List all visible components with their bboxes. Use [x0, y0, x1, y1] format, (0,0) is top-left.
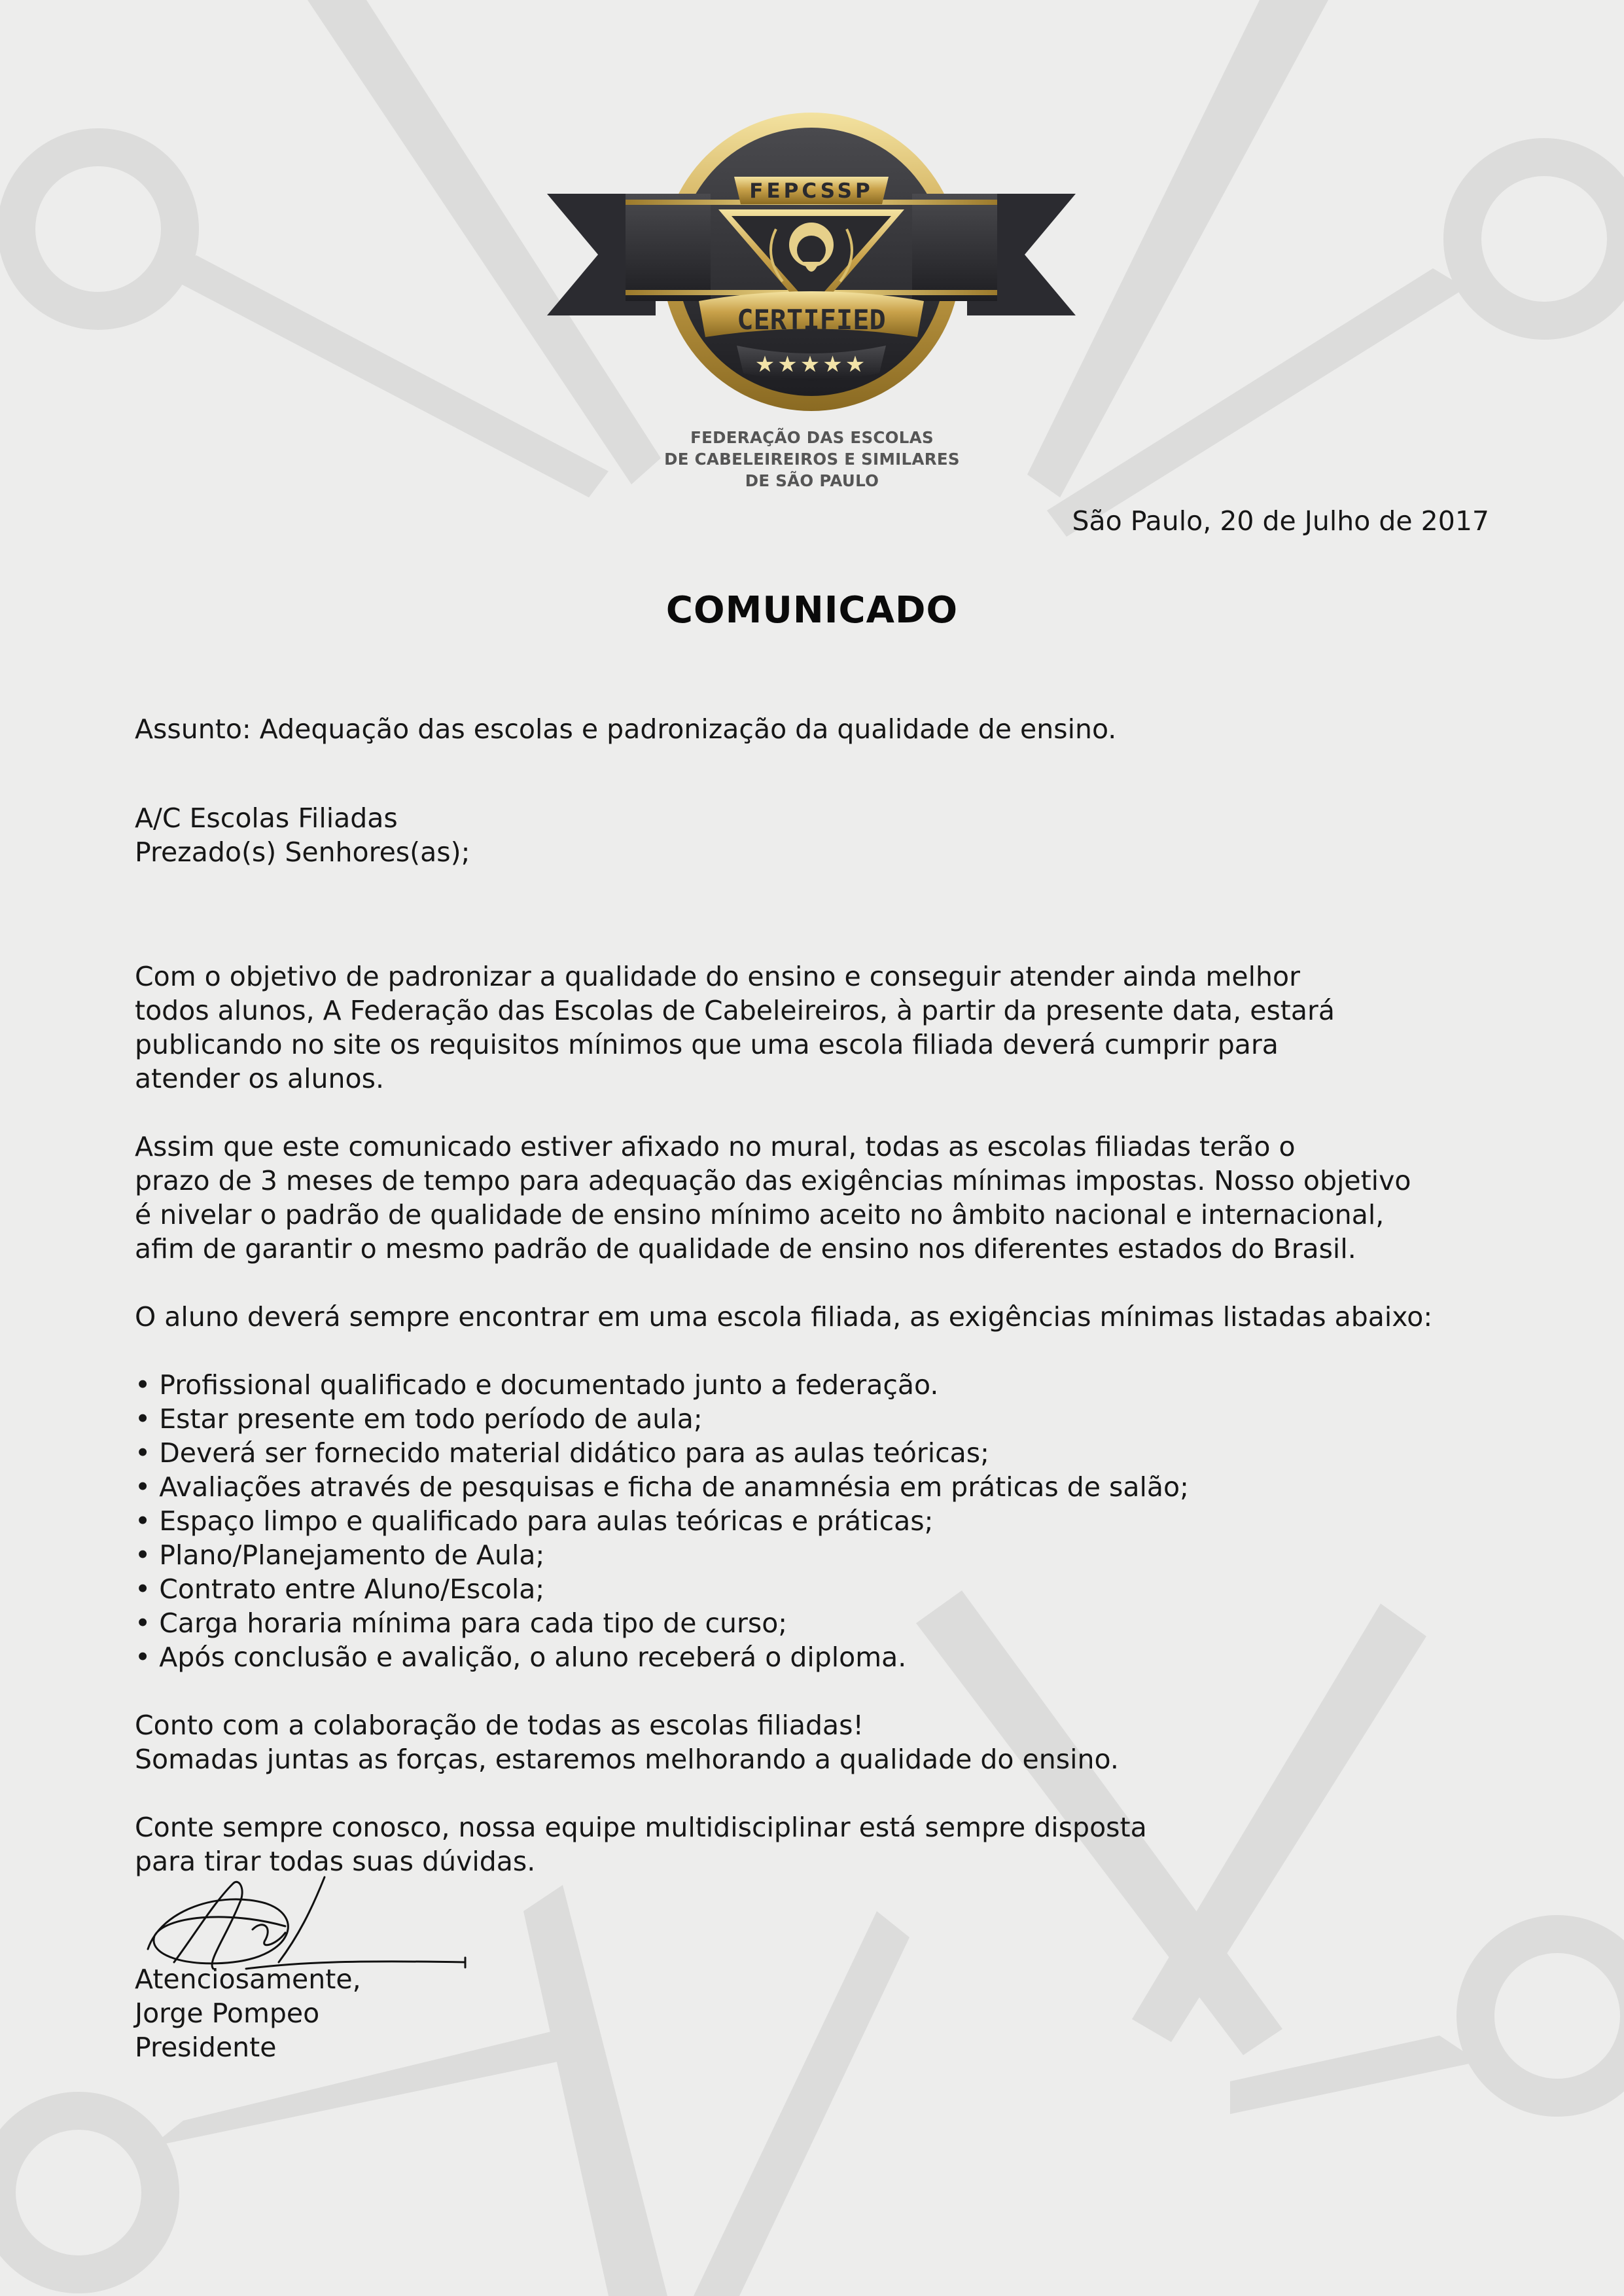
paragraph-1: [135, 960, 1496, 1096]
emblem-acronym: FEPCSSP: [749, 179, 874, 203]
salutation: Prezado(s) Senhores(as);: [135, 836, 470, 868]
paragraph-2: [135, 1130, 1496, 1266]
paragraph-line: Assim que este comunicado estiver afixado no mural, todas as escolas filiadas terão o: [135, 1131, 1296, 1162]
emblem-certified-label: CERTIFIED: [737, 304, 886, 336]
list-item: • Profissional qualificado e documentado junto a federação.: [135, 1369, 939, 1401]
list-item: • Avaliações através de pesquisas e ficha de anamnésia em práticas de salão;: [135, 1471, 1189, 1503]
paragraph-line: publicando no site os requisitos mínimos que uma escola filiada deverá cumprir para: [135, 1029, 1279, 1060]
organization-name-line-2: DE CABELEIREIROS E SIMILARES: [664, 450, 960, 469]
list-item: • Estar presente em todo período de aula;: [135, 1403, 703, 1435]
paragraph-line: para tirar todas suas dúvidas.: [135, 1846, 536, 1877]
fepcssp-certified-emblem: [547, 105, 1076, 432]
paragraph-3: O aluno deverá sempre encontrar em uma escola filiada, as exigências mínimas listadas abaixo:: [135, 1301, 1433, 1333]
organization-name: [616, 427, 1008, 492]
requirements-list: [135, 1368, 1496, 1674]
paragraph-line: Conto com a colaboração de todas as escolas filiadas!: [135, 1710, 864, 1741]
signer-title: Presidente: [135, 2032, 277, 2063]
letter-body: [135, 712, 1496, 2064]
list-item: • Espaço limpo e qualificado para aulas teóricas e práticas;: [135, 1505, 934, 1537]
letter-date: São Paulo, 20 de Julho de 2017: [1072, 505, 1489, 537]
organization-name-line-1: FEDERAÇÃO DAS ESCOLAS: [690, 428, 934, 447]
signoff: Atenciosamente,: [135, 1964, 361, 1995]
list-item: • Contrato entre Aluno/Escola;: [135, 1573, 545, 1605]
list-item: • Após conclusão e avalição, o aluno receberá o diploma.: [135, 1641, 907, 1673]
subject-line: Assunto: Adequação das escolas e padronização da qualidade de ensino.: [135, 713, 1117, 745]
paragraph-line: é nivelar o padrão de qualidade de ensino mínimo aceito no âmbito nacional e internacional,: [135, 1199, 1385, 1230]
letter-title: COMUNICADO: [665, 589, 959, 632]
closing-paragraph-1: [135, 1708, 1496, 1776]
paragraph-line: Somadas juntas as forças, estaremos melhorando a qualidade do ensino.: [135, 1744, 1119, 1775]
attention-line: A/C Escolas Filiadas: [135, 802, 398, 834]
paragraph-line: Conte sempre conosco, nossa equipe multidisciplinar está sempre disposta: [135, 1812, 1147, 1843]
paragraph-line: todos alunos, A Federação das Escolas de Cabeleireiros, à partir da presente data, estará: [135, 995, 1335, 1026]
paragraph-line: Com o objetivo de padronizar a qualidade do ensino e conseguir atender ainda melhor: [135, 961, 1300, 992]
handwritten-signature: [135, 1864, 475, 2001]
signer-name: Jorge Pompeo: [135, 1998, 320, 2029]
emblem-stars: ★★★★★: [754, 351, 868, 378]
organization-name-line-3: DE SÃO PAULO: [745, 471, 879, 490]
paragraph-line: atender os alunos.: [135, 1063, 384, 1094]
list-item: • Deverá ser fornecido material didático para as aulas teóricas;: [135, 1437, 989, 1469]
paragraph-line: afim de garantir o mesmo padrão de qualidade de ensino nos diferentes estados do Brasil.: [135, 1233, 1356, 1265]
list-item: • Carga horaria mínima para cada tipo de curso;: [135, 1607, 788, 1639]
list-item: • Plano/Planejamento de Aula;: [135, 1539, 545, 1571]
paragraph-line: prazo de 3 meses de tempo para adequação das exigências mínimas impostas. Nosso objetivo: [135, 1165, 1411, 1196]
